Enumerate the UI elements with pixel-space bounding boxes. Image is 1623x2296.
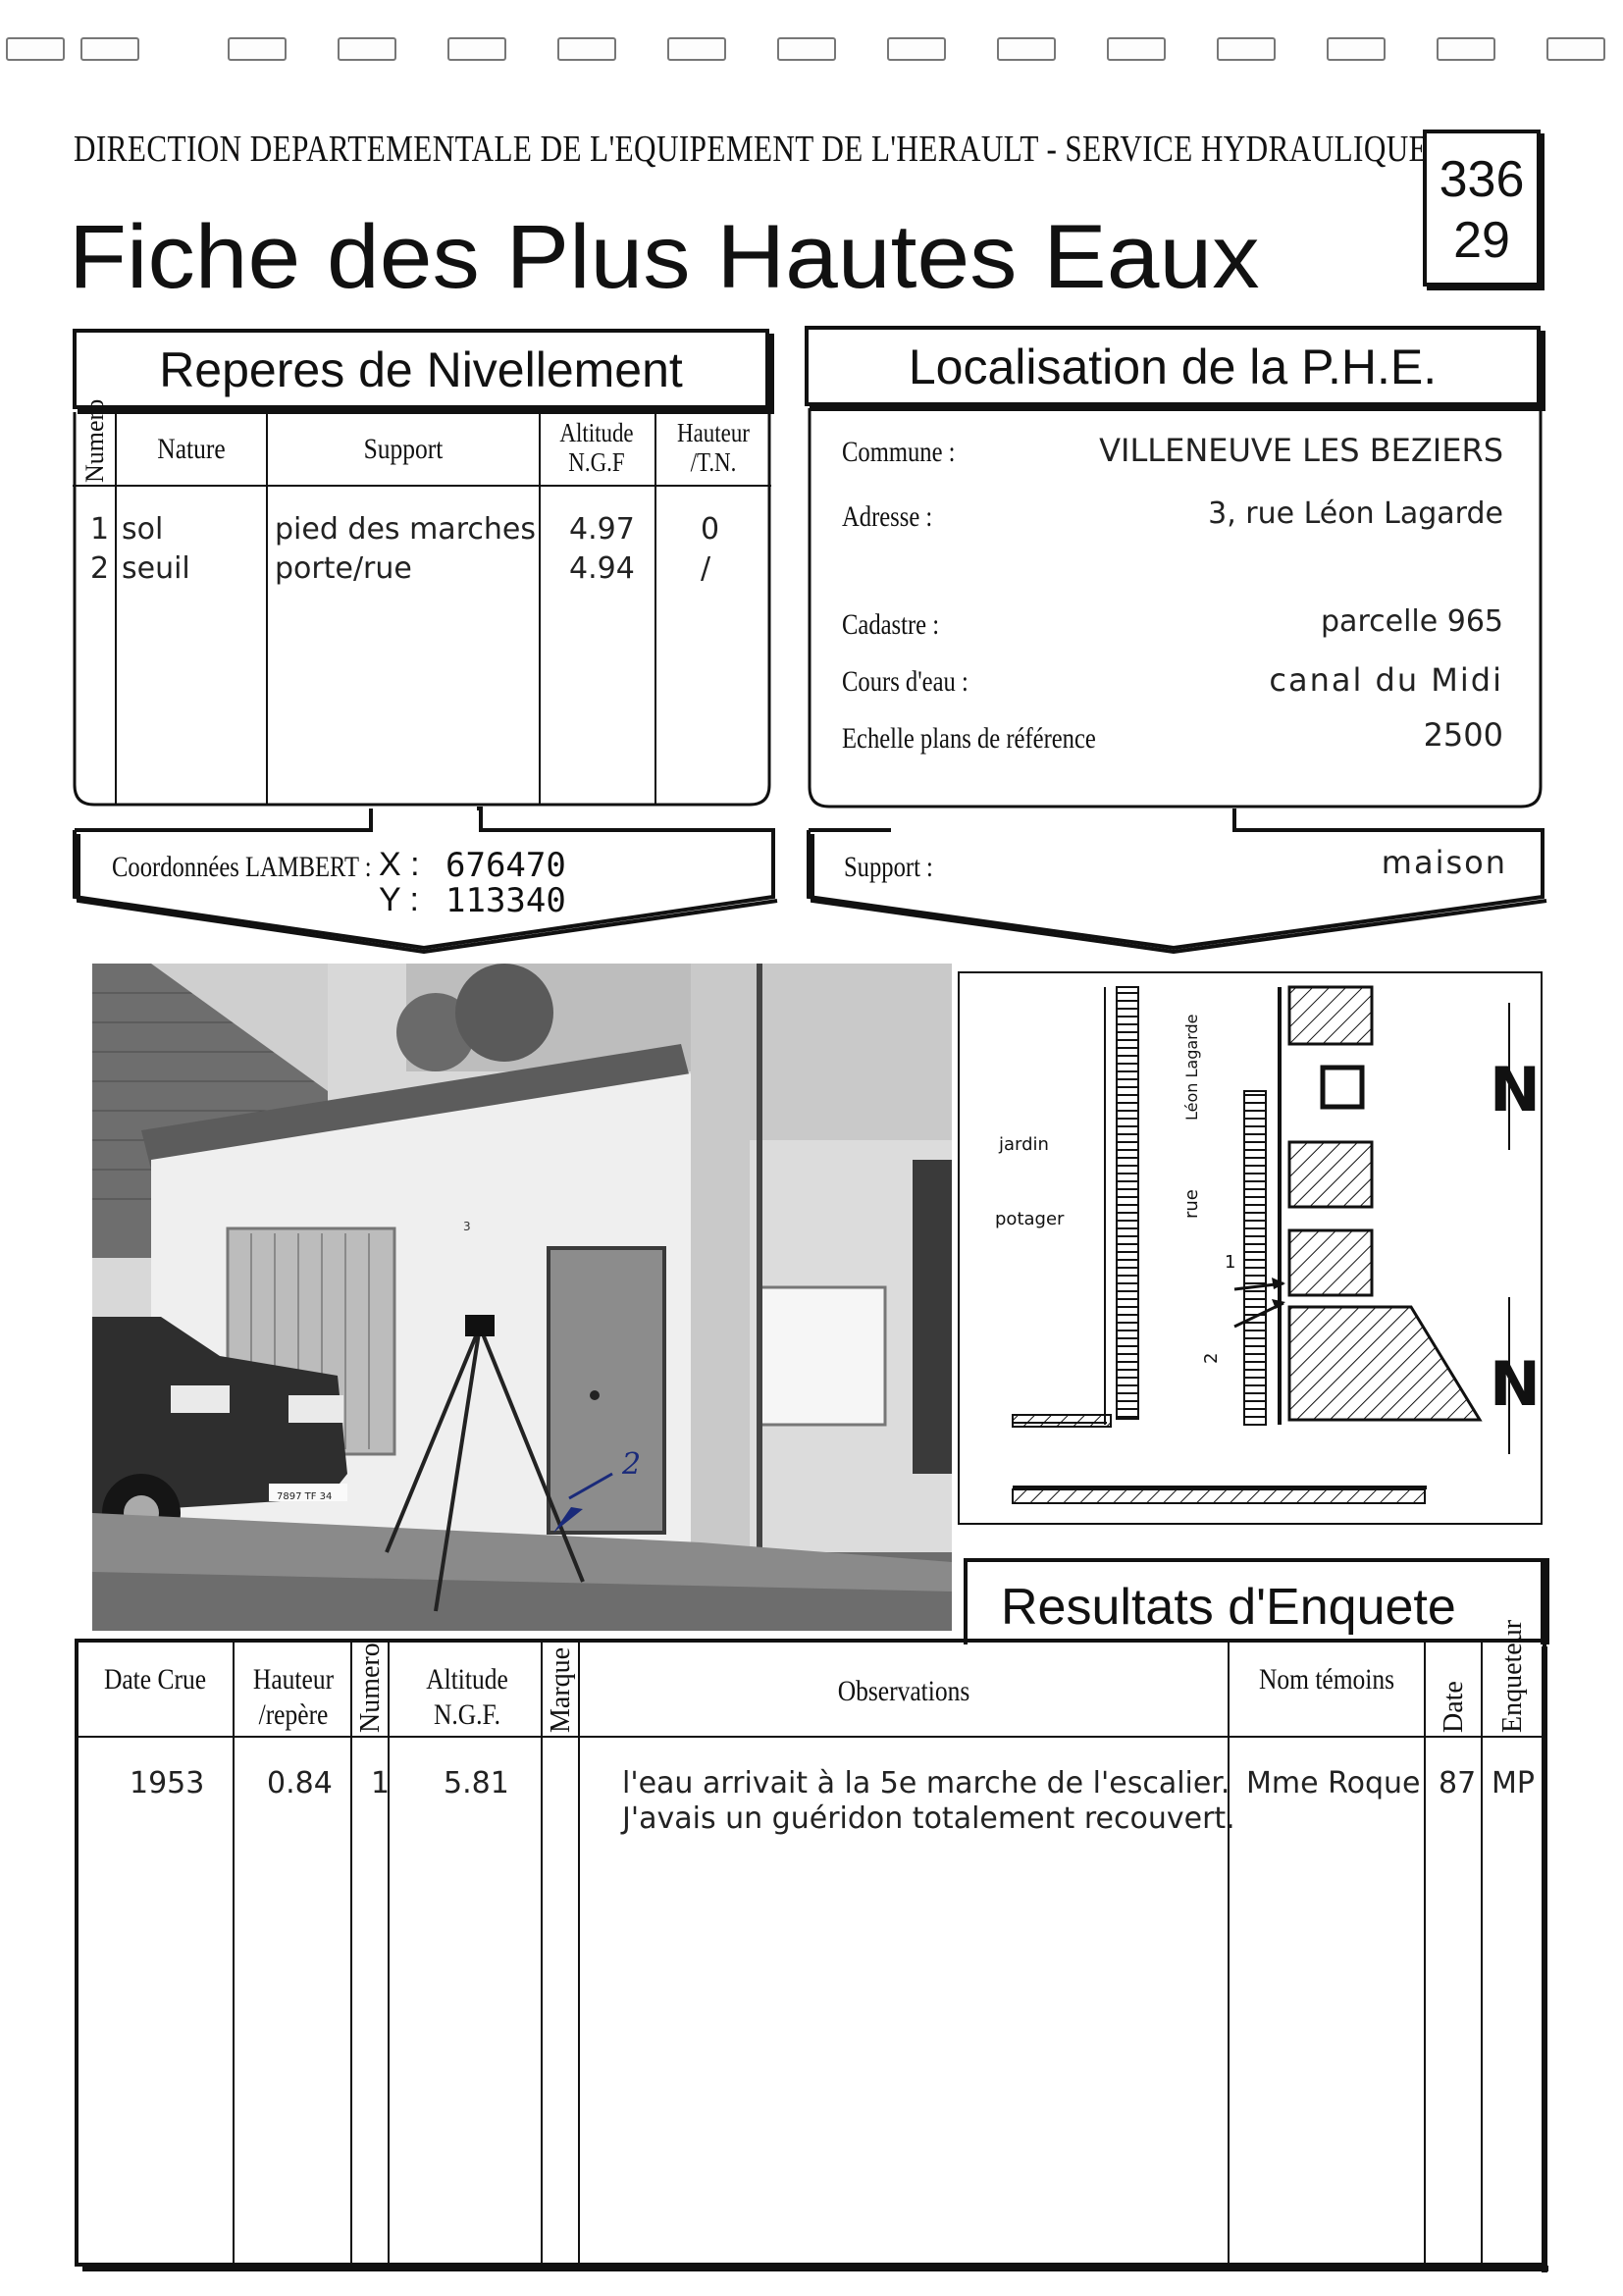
cours-value: canal du Midi	[1269, 661, 1503, 699]
col-hauteur-repere: Hauteur /repère	[252, 1663, 335, 1731]
resultats-table-frame	[75, 1639, 1550, 2272]
commune-label: Commune :	[842, 436, 956, 468]
binder-holes	[0, 29, 1623, 59]
col-numero-res: Numero	[355, 1643, 386, 1733]
commune-value: VILLENEUVE LES BEZIERS	[1099, 432, 1503, 469]
cadastre-value: parcelle 965	[1321, 604, 1503, 639]
y-value: 113340	[445, 881, 566, 920]
resultats-heading: Resultats d'Enquete	[1001, 1579, 1456, 1636]
reperes-table	[73, 398, 771, 810]
col-numero: Numero	[80, 398, 109, 483]
col-marque: Marque	[546, 1646, 576, 1733]
reperes-heading: Reperes de Nivellement	[73, 329, 769, 409]
echelle-value: 2500	[1423, 716, 1503, 754]
resultats-table	[75, 1619, 1550, 2272]
map-label-jardin: jardin	[999, 1134, 1049, 1155]
res-row-1-date-crue: 1953	[130, 1766, 205, 1800]
echelle-label: Echelle plans de référence	[842, 722, 1096, 755]
col-enqueteur: Enqueteur	[1497, 1619, 1528, 1733]
resultats-heading-box	[964, 1558, 1544, 1644]
col-nom-temoins: Nom témoins	[1258, 1663, 1395, 1696]
col-date-crue: Date Crue	[103, 1663, 207, 1696]
cours-label: Cours d'eau :	[842, 665, 969, 698]
res-row-1-date: 87	[1439, 1766, 1477, 1800]
site-photo-image	[92, 964, 952, 1631]
col-support: Support	[363, 433, 444, 465]
house-number: 3	[463, 1220, 471, 1233]
support-value: maison	[1381, 844, 1507, 881]
col-observations: Observations	[837, 1675, 970, 1707]
res-row-1-altitude: 5.81	[444, 1766, 509, 1800]
reperes-row-2-nature: seuil	[122, 551, 190, 586]
reperes-row-1-hauteur: 0	[701, 512, 720, 547]
coords-label: Coordonnées LAMBERT :	[112, 851, 372, 883]
reference-subnumber: 29	[1453, 212, 1510, 269]
res-row-1-hauteur: 0.84	[267, 1766, 333, 1800]
north-arrow-1: N	[1490, 1054, 1541, 1125]
agency-header: DIRECTION DEPARTEMENTALE DE L'EQUIPEMENT DE L'HERAULT - SERVICE HYDRAULIQUE	[74, 129, 1429, 170]
reperes-row-1-numero: 1	[90, 512, 110, 547]
col-altitude: Altitude N.G.F	[559, 418, 634, 477]
res-row-1-obs-line2: J'avais un guéridon totalement recouvert.	[622, 1801, 1235, 1836]
col-nature: Nature	[157, 433, 226, 465]
map-marker-1: 1	[1225, 1252, 1236, 1273]
reference-box	[1423, 130, 1541, 287]
adresse-value: 3, rue Léon Lagarde	[1208, 496, 1503, 531]
res-row-1-numero: 1	[371, 1766, 391, 1800]
cadastre-label: Cadastre :	[842, 608, 940, 641]
x-label: X :	[379, 846, 420, 883]
reperes-row-2-altitude: 4.94	[569, 551, 635, 586]
north-arrow-2: N	[1490, 1348, 1541, 1420]
reperes-row-1-nature: sol	[122, 512, 164, 547]
reperes-row-1-support: pied des marches	[275, 512, 536, 547]
map-marker-2: 2	[1201, 1352, 1222, 1364]
map-label-potager: potager	[995, 1209, 1065, 1229]
adresse-label: Adresse :	[842, 500, 933, 533]
reperes-row-2-numero: 2	[90, 551, 110, 586]
support-label: Support :	[844, 851, 933, 883]
map-label-rue: rue	[1181, 1189, 1202, 1219]
reperes-row-2-support: porte/rue	[275, 551, 412, 586]
photo-mark-2: 2	[622, 1447, 642, 1482]
res-row-1-nom: Mme Roque	[1246, 1766, 1421, 1800]
location-map	[958, 971, 1543, 1525]
reference-number: 336	[1439, 151, 1525, 208]
res-row-1-obs-line1: l'eau arrivait à la 5e marche de l'escalier.	[622, 1766, 1230, 1800]
map-label-street: Léon Lagarde	[1182, 1014, 1201, 1121]
col-altitude-ngf: Altitude N.G.F.	[426, 1663, 508, 1731]
x-value: 676470	[445, 846, 566, 885]
col-date: Date	[1439, 1681, 1469, 1733]
reperes-row-2-hauteur: /	[701, 551, 711, 586]
y-label: Y :	[379, 881, 419, 918]
license-plate: 7897 TF 34	[277, 1491, 333, 1502]
site-photo	[92, 964, 952, 1631]
location-map-drawing	[960, 973, 1541, 1523]
reperes-row-1-altitude: 4.97	[569, 512, 635, 547]
localisation-heading: Localisation de la P.H.E.	[805, 326, 1541, 406]
col-hauteur: Hauteur /T.N.	[677, 418, 750, 477]
reperes-table-frame	[73, 398, 771, 810]
page-title: Fiche des Plus Hautes Eaux	[69, 207, 1260, 307]
res-row-1-enqueteur: MP	[1492, 1766, 1535, 1800]
